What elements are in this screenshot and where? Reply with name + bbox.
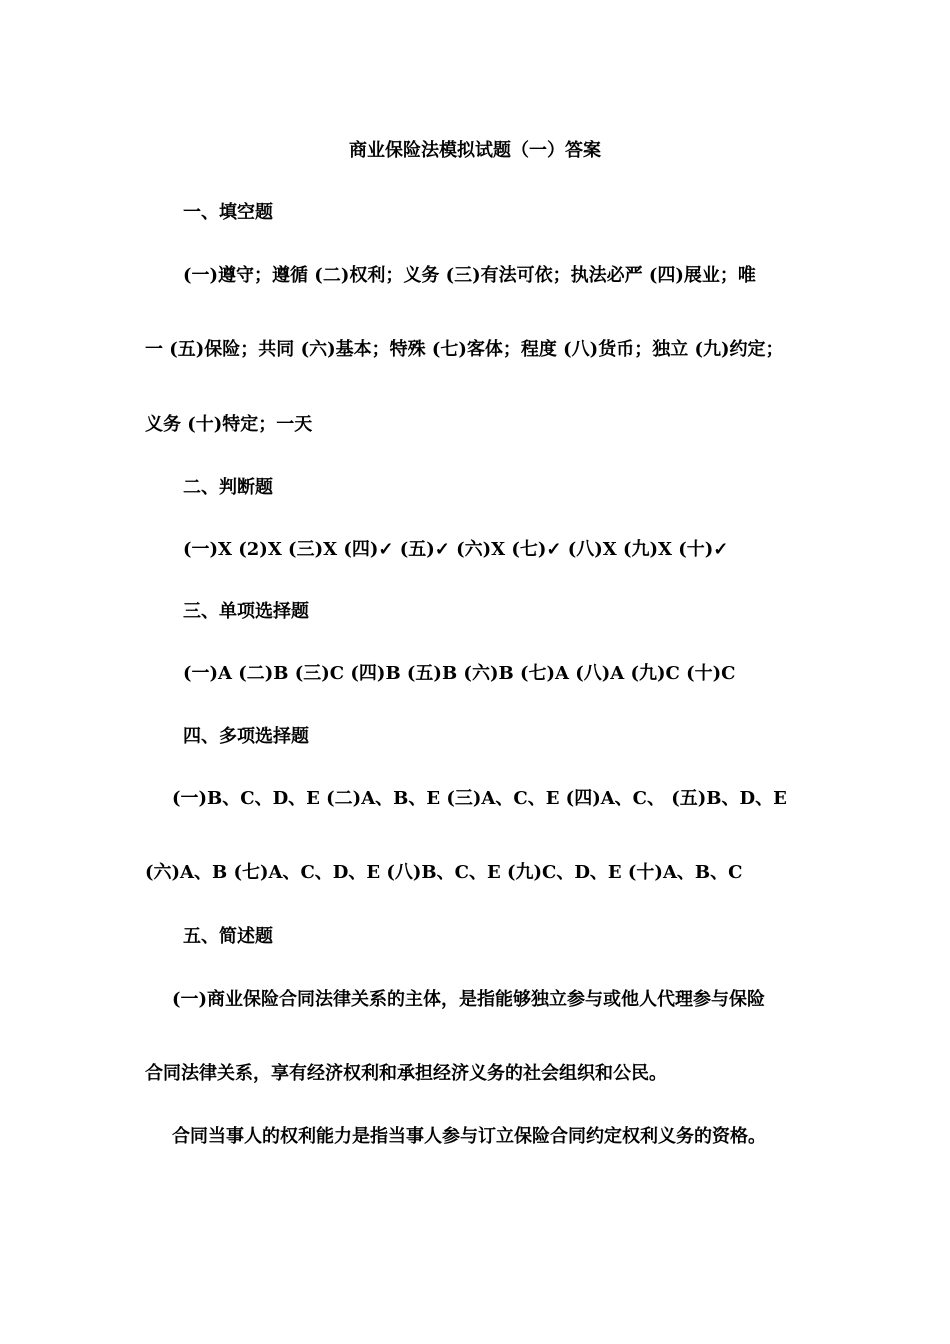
document-title: 商业保险法模拟试题（一）答案 — [349, 140, 601, 161]
section-heading-multiple-choice: 四、多项选择题 — [183, 726, 309, 747]
short-answer-line-1: (一)商业保险合同法律关系的主体，是指能够独立参与或他人代理参与保险 — [172, 989, 766, 1010]
fill-blank-line-1: (一)遵守；遵循 (二)权利；义务 (三)有法可依；执法必严 (四)展业；唯 — [183, 265, 756, 286]
fill-blank-line-3: 义务 (十)特定；一天 — [145, 414, 313, 435]
multiple-choice-line-2: (六)A、B (七)A、C、D、E (八)B、C、E (九)C、D、E (十)A、B、C — [145, 862, 743, 883]
short-answer-line-2: 合同法律关系，享有经济权利和承担经济义务的社会组织和公民。 — [145, 1063, 667, 1084]
fill-blank-line-2: 一 (五)保险；共同 (六)基本；特殊 (七)客体；程度 (八)货币；独立 (九)约定； — [145, 339, 784, 360]
section-heading-single-choice: 三、单项选择题 — [183, 601, 309, 622]
short-answer-line-3: 合同当事人的权利能力是指当事人参与订立保险合同约定权利义务的资格。 — [172, 1126, 766, 1147]
true-false-answers: (一)X (2)X (三)X (四)✓ (五)✓ (六)X (七)✓ (八)X (九)X (十)✓ — [183, 539, 729, 560]
single-choice-answers: (一)A (二)B (三)C (四)B (五)B (六)B (七)A (八)A (九)C (十)C — [183, 663, 736, 684]
multiple-choice-line-1: (一)B、C、D、E (二)A、B、E (三)A、C、E (四)A、C、 (五)B、D、E — [172, 788, 787, 809]
section-heading-true-false: 二、判断题 — [183, 477, 273, 498]
section-heading-short-answer: 五、简述题 — [183, 926, 273, 947]
section-heading-fill-blank: 一、填空题 — [183, 202, 273, 223]
